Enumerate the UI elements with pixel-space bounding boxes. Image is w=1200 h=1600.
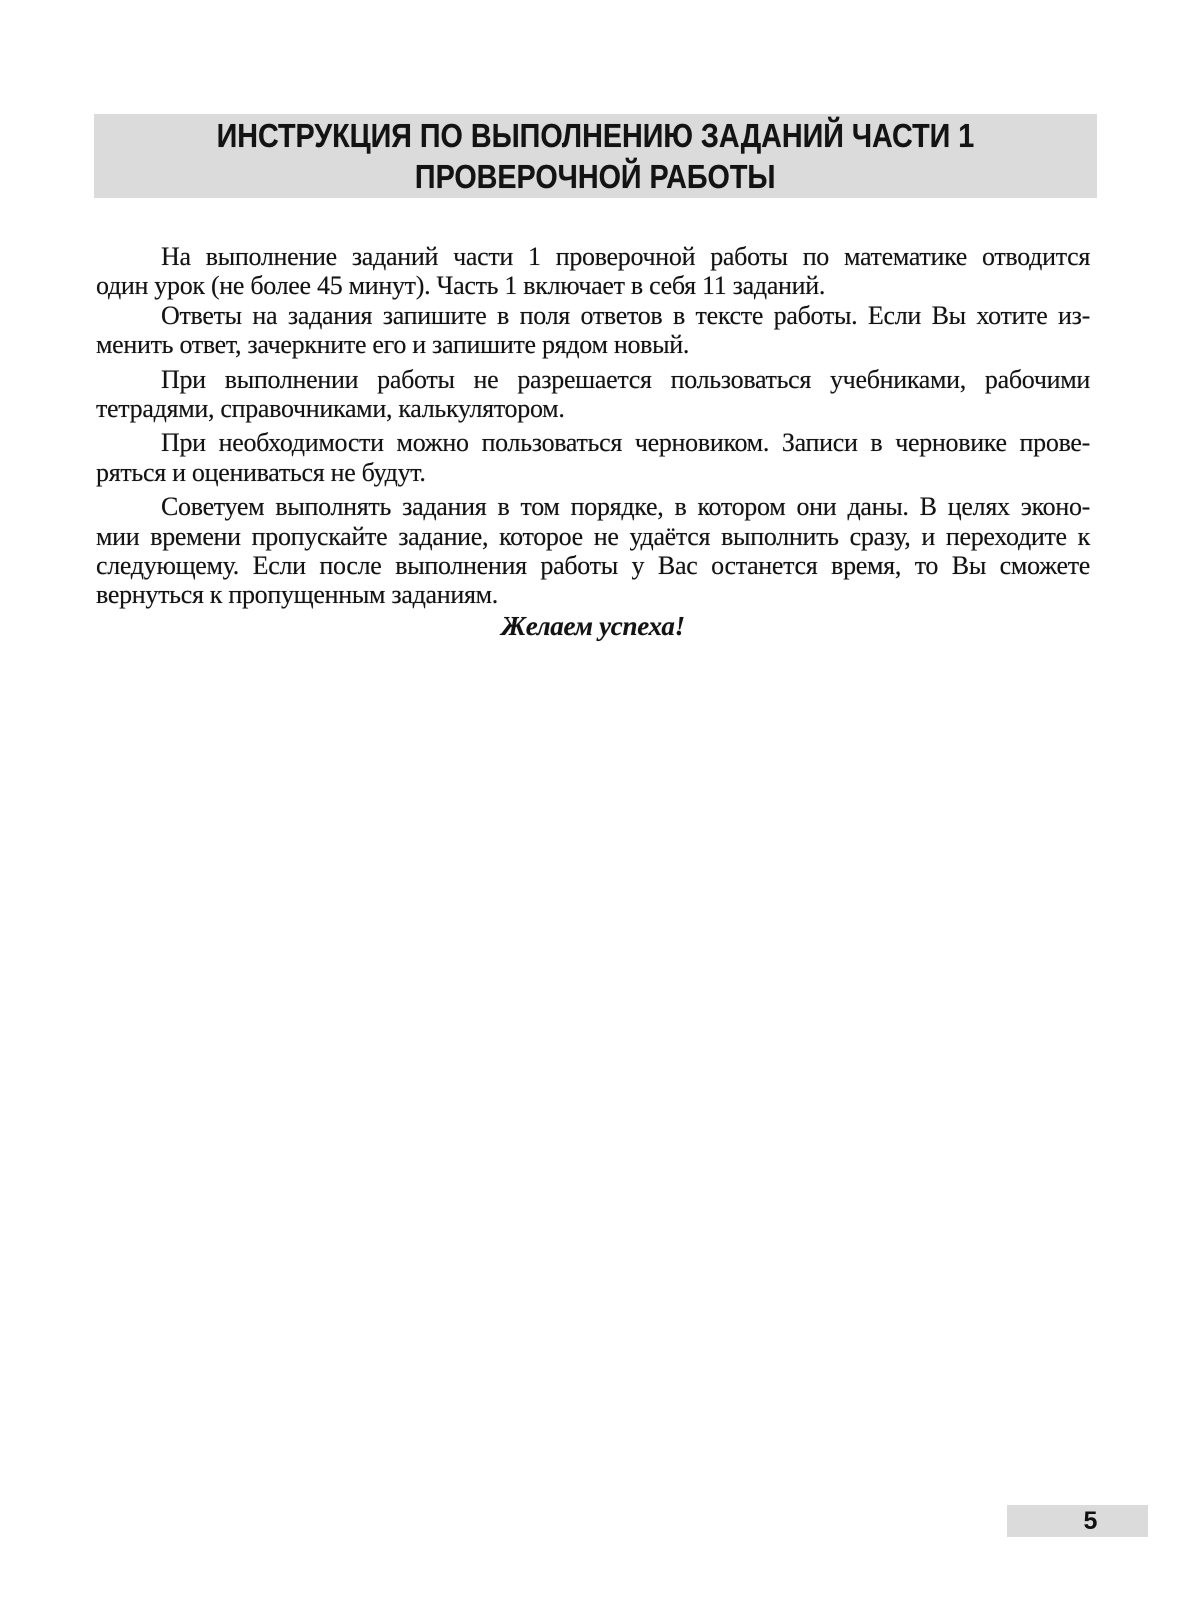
text-line: Советуем выполнять задания в том порядке, в котором они даны. В целях эконо-: [161, 492, 1090, 522]
text-line: мии времени пропускайте задание, которое не удаётся выполнить сразу, и переходите к: [96, 521, 1090, 551]
paragraph: [96, 492, 1090, 610]
text-line: Ответы на задания запишите в поля ответов в тексте работы. Если Вы хотите из-: [161, 300, 1090, 330]
text-line: следующему. Если после выполнения работы у Вас останется время, то Вы сможете: [96, 551, 1090, 581]
text-line: тетрадями, справочниками, калькулятором.: [96, 394, 565, 424]
instruction-text-block: [96, 242, 1090, 641]
paragraph: [96, 365, 1090, 424]
text-line: При выполнении работы не разрешается пользоваться учебниками, рабочими: [161, 364, 1090, 394]
text-line: один урок (не более 45 минут). Часть 1 включает в себя 11 заданий.: [96, 271, 826, 301]
paragraph: [96, 301, 1090, 360]
text-line: При необходимости можно пользоваться черновиком. Записи в черновике прове-: [161, 428, 1090, 458]
paragraph: [96, 242, 1090, 301]
text-line: менить ответ, зачеркните его и запишите рядом новый.: [96, 330, 690, 360]
page-number: 5: [1083, 1506, 1098, 1535]
instruction-title-line1: ИНСТРУКЦИЯ ПО ВЫПОЛНЕНИЮ ЗАДАНИЙ ЧАСТИ 1: [216, 117, 975, 154]
text-line: На выполнение заданий части 1 проверочной работы по математике отводится: [161, 242, 1090, 271]
closing-wish: Желаем успеха!: [501, 610, 685, 641]
instruction-paragraphs: [96, 242, 1090, 610]
paragraph: [96, 428, 1090, 487]
text-line: вернуться к пропущенным заданиям.: [96, 580, 498, 610]
instruction-title-line2: ПРОВЕРОЧНОЙ РАБОТЫ: [415, 158, 776, 195]
page-number-box: [1007, 1505, 1148, 1537]
instruction-header-box: [94, 114, 1097, 198]
text-line: ряться и оцениваться не будут.: [96, 457, 426, 487]
